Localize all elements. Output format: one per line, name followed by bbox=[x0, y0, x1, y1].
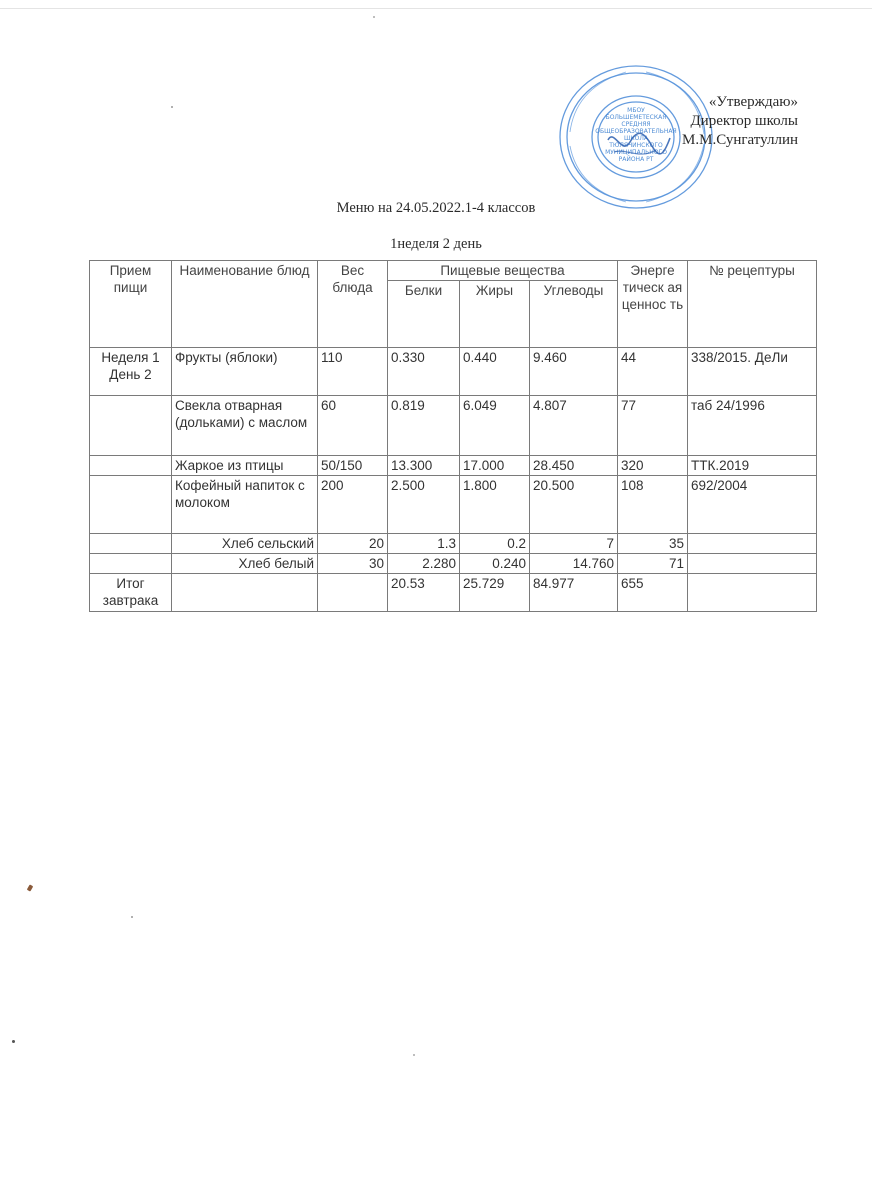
header-nutrients: Пищевые вещества bbox=[388, 261, 618, 281]
cell-fat: 0.2 bbox=[460, 534, 530, 554]
cell-energy: 108 bbox=[618, 476, 688, 534]
total-protein: 20.53 bbox=[388, 574, 460, 612]
cell-energy: 77 bbox=[618, 396, 688, 456]
cell-weight: 30 bbox=[318, 554, 388, 574]
table-row bbox=[90, 348, 817, 396]
total-energy: 655 bbox=[618, 574, 688, 612]
cell-carbs: 20.500 bbox=[530, 476, 618, 534]
cell-recipe: 692/2004 bbox=[688, 476, 817, 534]
table-row bbox=[90, 396, 817, 456]
header-weight: Вес блюда bbox=[318, 261, 388, 348]
cell-dish: Фрукты (яблоки) bbox=[172, 348, 318, 396]
cell-meal: Неделя 1 День 2 bbox=[90, 348, 172, 396]
cell-protein: 2.500 bbox=[388, 476, 460, 534]
total-dish bbox=[172, 574, 318, 612]
cell-dish: Хлеб сельский bbox=[172, 534, 318, 554]
header-energy: Энерге тическ ая ценнос ть bbox=[618, 261, 688, 348]
stamp-line-7: МУНИЦИПАЛЬНОГО bbox=[605, 149, 667, 156]
cell-recipe bbox=[688, 554, 817, 574]
header-row-1 bbox=[90, 261, 817, 281]
cell-meal bbox=[90, 396, 172, 456]
cell-protein: 13.300 bbox=[388, 456, 460, 476]
cell-dish: Кофейный напиток с молоком bbox=[172, 476, 318, 534]
cell-meal bbox=[90, 554, 172, 574]
scan-top-edge bbox=[0, 8, 872, 9]
cell-weight: 50/150 bbox=[318, 456, 388, 476]
header-fat: Жиры bbox=[460, 281, 530, 348]
scan-speck bbox=[131, 916, 133, 918]
header-recipe: № рецептуры bbox=[688, 261, 817, 348]
approval-line-1: «Утверждаю» bbox=[708, 94, 798, 110]
cell-meal bbox=[90, 456, 172, 476]
scan-speck bbox=[413, 1054, 415, 1056]
menu-table bbox=[89, 260, 817, 612]
scan-speck bbox=[12, 1040, 15, 1043]
cell-protein: 0.330 bbox=[388, 348, 460, 396]
stamp-line-2: БОЛЬШЕМЕТЕСКАЯ bbox=[605, 114, 667, 121]
cell-protein: 0.819 bbox=[388, 396, 460, 456]
cell-fat: 17.000 bbox=[460, 456, 530, 476]
table-row bbox=[90, 554, 817, 574]
stamp-line-4: ОБЩЕОБРАЗОВАТЕЛЬНАЯ bbox=[595, 128, 677, 135]
cell-meal bbox=[90, 534, 172, 554]
approval-line-2: Директор школы bbox=[690, 113, 798, 129]
approval-block bbox=[682, 93, 798, 150]
cell-energy: 320 bbox=[618, 456, 688, 476]
cell-dish: Жаркое из птицы bbox=[172, 456, 318, 476]
cell-recipe: ТТК.2019 bbox=[688, 456, 817, 476]
cell-weight: 110 bbox=[318, 348, 388, 396]
approval-line-3: М.М.Сунгатуллин bbox=[682, 132, 798, 148]
cell-protein: 2.280 bbox=[388, 554, 460, 574]
total-weight bbox=[318, 574, 388, 612]
cell-recipe: 338/2015. ДеЛи bbox=[688, 348, 817, 396]
cell-fat: 0.440 bbox=[460, 348, 530, 396]
table-row bbox=[90, 456, 817, 476]
stamp-line-3: СРЕДНЯЯ bbox=[621, 121, 651, 128]
cell-weight: 200 bbox=[318, 476, 388, 534]
total-label: Итог завтрака bbox=[90, 574, 172, 612]
cell-recipe: таб 24/1996 bbox=[688, 396, 817, 456]
stamp-line-8: РАЙОНА РТ bbox=[618, 156, 654, 163]
cell-carbs: 9.460 bbox=[530, 348, 618, 396]
cell-energy: 35 bbox=[618, 534, 688, 554]
header-protein: Белки bbox=[388, 281, 460, 348]
cell-weight: 60 bbox=[318, 396, 388, 456]
cell-energy: 71 bbox=[618, 554, 688, 574]
stamp-line-1: МБОУ bbox=[627, 107, 645, 114]
cell-dish: Свекла отварная (дольками) с маслом bbox=[172, 396, 318, 456]
header-carbs: Углеводы bbox=[530, 281, 618, 348]
header-meal: Прием пищи bbox=[90, 261, 172, 348]
total-fat: 25.729 bbox=[460, 574, 530, 612]
total-recipe bbox=[688, 574, 817, 612]
document-subtitle: 1неделя 2 день bbox=[390, 236, 482, 252]
cell-dish: Хлеб белый bbox=[172, 554, 318, 574]
cell-weight: 20 bbox=[318, 534, 388, 554]
header-dish: Наименование блюд bbox=[172, 261, 318, 348]
table-row bbox=[90, 534, 817, 554]
cell-carbs: 28.450 bbox=[530, 456, 618, 476]
scan-speck bbox=[27, 884, 33, 891]
cell-carbs: 4.807 bbox=[530, 396, 618, 456]
scan-speck bbox=[171, 106, 173, 108]
total-row bbox=[90, 574, 817, 612]
total-carbs: 84.977 bbox=[530, 574, 618, 612]
scan-speck bbox=[373, 16, 375, 18]
cell-energy: 44 bbox=[618, 348, 688, 396]
cell-protein: 1.3 bbox=[388, 534, 460, 554]
cell-carbs: 7 bbox=[530, 534, 618, 554]
cell-fat: 6.049 bbox=[460, 396, 530, 456]
stamp-line-5: ШКОЛА bbox=[623, 135, 649, 142]
document-title: Меню на 24.05.2022.1-4 классов bbox=[336, 200, 536, 216]
stamp-line-6: ТЮЛЯЧИНСКОГО bbox=[609, 142, 663, 149]
cell-carbs: 14.760 bbox=[530, 554, 618, 574]
cell-fat: 0.240 bbox=[460, 554, 530, 574]
cell-recipe bbox=[688, 534, 817, 554]
cell-fat: 1.800 bbox=[460, 476, 530, 534]
table-row bbox=[90, 476, 817, 534]
cell-meal bbox=[90, 476, 172, 534]
